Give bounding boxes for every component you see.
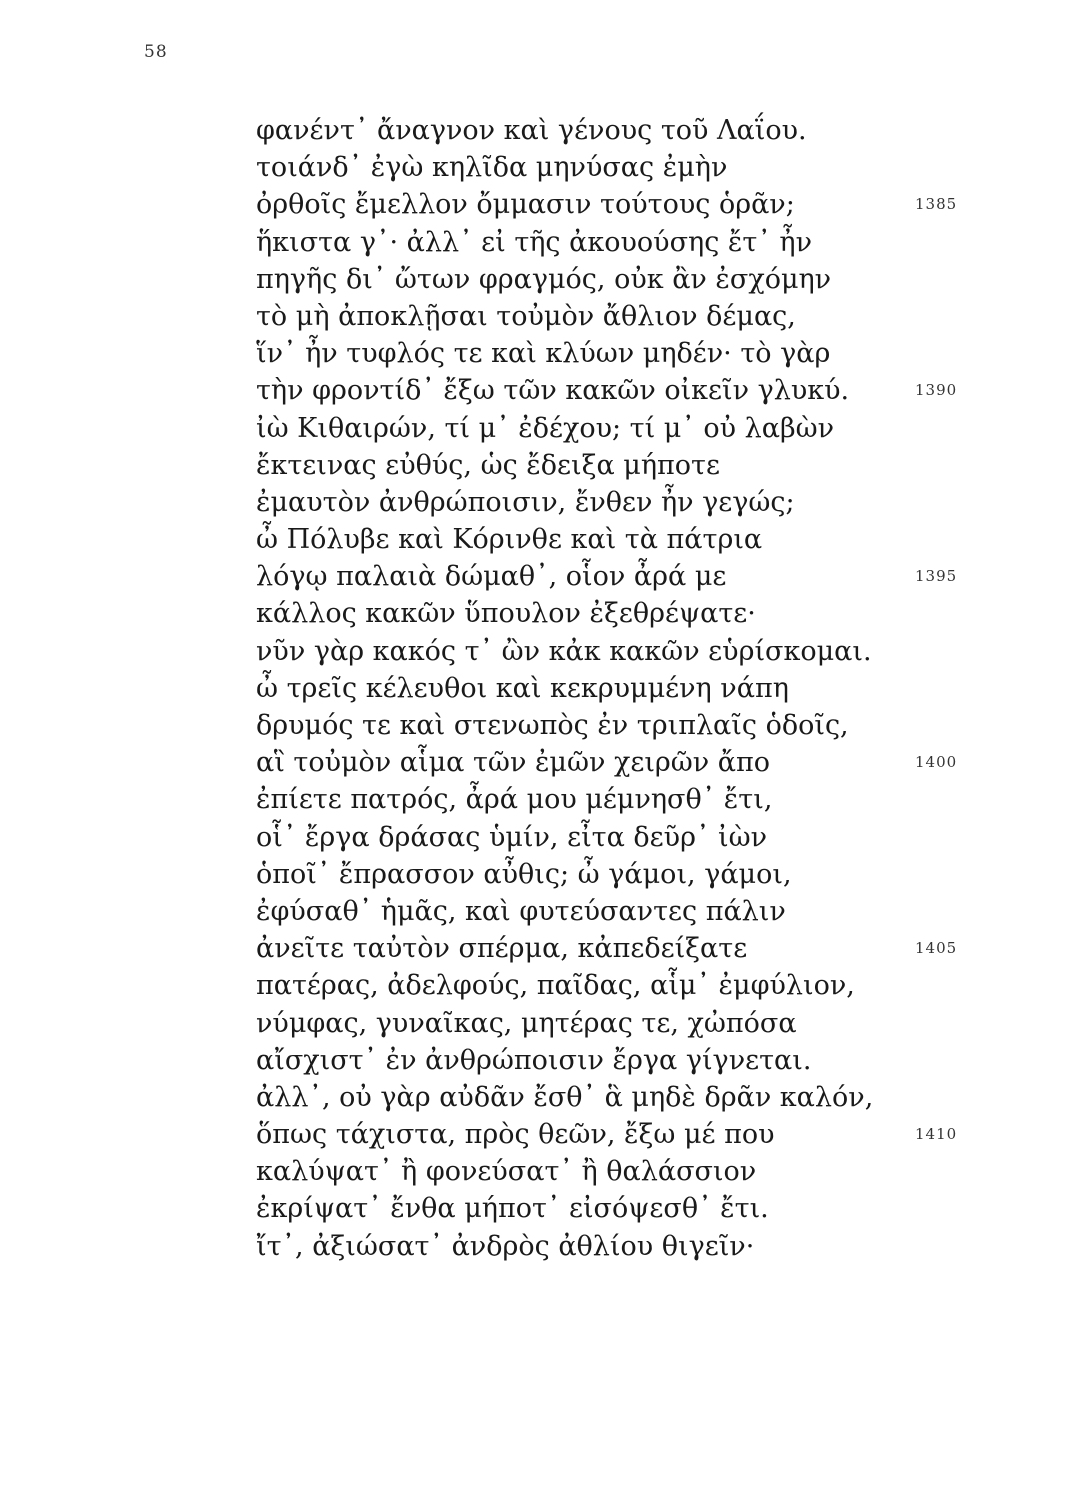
verse-line (256, 335, 976, 372)
verse-text: ἴτ᾽, ἀξιώσατ᾽ ἀνδρὸς ἀθλίου θιγεῖν· (256, 1230, 755, 1262)
verse-text: φανέντ᾽ ἄναγνον καὶ γένους τοῦ Λαΐου. (256, 115, 807, 146)
verse-text: ἐφύσαθ᾽ ἡμᾶς, καὶ φυτεύσαντες πάλιν (256, 895, 786, 927)
line-number: 1410 (915, 1125, 958, 1144)
verse-text: νύμφας, γυναῖκας, μητέρας τε, χὠπόσα (256, 1007, 797, 1039)
line-number: 1400 (915, 753, 958, 772)
verse-line (256, 558, 976, 595)
verse-text: κάλλος κακῶν ὕπουλον ἐξεθρέψατε· (256, 598, 756, 630)
verse-text: τὴν φροντίδ᾽ ἔξω τῶν κακῶν οἰκεῖν γλυκύ. (256, 375, 850, 407)
verse-line (256, 410, 976, 447)
verse-line (256, 633, 976, 670)
line-number: 1390 (915, 381, 958, 400)
verse-text: τὸ μὴ ἀποκλῇσαι τοὐμὸν ἄθλιον δέμας, (256, 300, 796, 332)
verse-text: ὦ τρεῖς κέλευθοι καὶ κεκρυμμένη νάπη (256, 672, 789, 704)
verse-text: πηγῆς δι᾽ ὤτων φραγμός, οὐκ ἂν ἐσχόμην (256, 263, 832, 295)
verse-line (256, 1190, 976, 1227)
verse-text: ἔκτεινας εὐθύς, ὡς ἔδειξα μήποτε (256, 449, 720, 481)
verse-text: τοιάνδ᾽ ἐγὼ κηλῖδα μηνύσας ἐμὴν (256, 152, 728, 184)
verse-text: πατέρας, ἀδελφούς, παῖδας, αἷμ᾽ ἐμφύλιον, (256, 970, 855, 1002)
verse-line (256, 744, 976, 781)
verse-line (256, 856, 976, 893)
verse-text: νῦν γὰρ κακός τ᾽ ὢν κἀκ κακῶν εὑρίσκομαι. (256, 635, 872, 667)
verse-text: λόγῳ παλαιὰ δώμαθ᾽, οἷον ἆρά με (256, 561, 727, 593)
verse-text: ἀλλ᾽, οὐ γὰρ αὐδᾶν ἔσθ᾽ ἃ μηδὲ δρᾶν καλόν, (256, 1081, 874, 1113)
verse-text: ἥκιστα γ᾽· ἀλλ᾽ εἰ τῆς ἀκουούσης ἔτ᾽ ἦν (256, 226, 812, 258)
verse-text: ὀρθοῖς ἔμελλον ὄμμασιν τούτους ὁρᾶν; (256, 189, 795, 221)
verse-text: ἵν᾽ ἦν τυφλός τε καὶ κλύων μηδέν· τὸ γὰρ (256, 338, 831, 370)
line-number: 1385 (915, 195, 958, 214)
verse-line (256, 224, 976, 261)
verse-block (256, 112, 976, 1265)
page-number: 58 (144, 42, 168, 62)
verse-text: οἷ᾽ ἔργα δράσας ὑμίν, εἶτα δεῦρ᾽ ἰὼν (256, 821, 768, 853)
verse-line (256, 893, 976, 930)
verse-line (256, 595, 976, 632)
verse-line (256, 1042, 976, 1079)
verse-text: ἐπίετε πατρός, ἆρά μου μέμνησθ᾽ ἔτι, (256, 784, 773, 816)
verse-line (256, 112, 976, 149)
verse-text: ἐμαυτὸν ἀνθρώποισιν, ἔνθεν ἦν γεγώς; (256, 486, 795, 518)
verse-line (256, 298, 976, 335)
verse-text: καλύψατ᾽ ἢ φονεύσατ᾽ ἢ θαλάσσιον (256, 1156, 757, 1188)
verse-line (256, 484, 976, 521)
verse-line (256, 447, 976, 484)
line-number: 1395 (915, 567, 958, 586)
verse-text: ὦ Πόλυβε καὶ Κόρινθε καὶ τὰ πάτρια (256, 524, 763, 556)
verse-text: αἳ τοὐμὸν αἷμα τῶν ἐμῶν χειρῶν ἄπο (256, 747, 771, 779)
verse-line (256, 521, 976, 558)
verse-line (256, 1079, 976, 1116)
verse-line (256, 372, 976, 409)
verse-line (256, 967, 976, 1004)
verse-text: ὅπως τάχιστα, πρὸς θεῶν, ἔξω μέ που (256, 1119, 775, 1151)
verse-line (256, 1228, 976, 1265)
verse-line (256, 1005, 976, 1042)
verse-line (256, 261, 976, 298)
verse-line (256, 1116, 976, 1153)
line-number: 1405 (915, 939, 958, 958)
verse-line (256, 1153, 976, 1190)
verse-line (256, 186, 976, 223)
verse-text: ἀνεῖτε ταὐτὸν σπέρμα, κἀπεδείξατε (256, 933, 748, 965)
verse-text: αἴσχιστ᾽ ἐν ἀνθρώποισιν ἔργα γίγνεται. (256, 1044, 812, 1076)
verse-text: ἐκρίψατ᾽ ἔνθα μήποτ᾽ εἰσόψεσθ᾽ ἔτι. (256, 1193, 769, 1225)
verse-line (256, 819, 976, 856)
verse-line (256, 149, 976, 186)
verse-line (256, 781, 976, 818)
verse-line (256, 670, 976, 707)
verse-line (256, 707, 976, 744)
verse-text: δρυμός τε καὶ στενωπὸς ἐν τριπλαῖς ὁδοῖς, (256, 710, 849, 741)
verse-text: ὁποῖ᾽ ἔπρασσον αὖθις; ὦ γάμοι, γάμοι, (256, 858, 792, 890)
verse-line (256, 930, 976, 967)
verse-text: ἰὼ Κιθαιρών, τί μ᾽ ἐδέχου; τί μ᾽ οὐ λαβὼν (256, 412, 835, 444)
